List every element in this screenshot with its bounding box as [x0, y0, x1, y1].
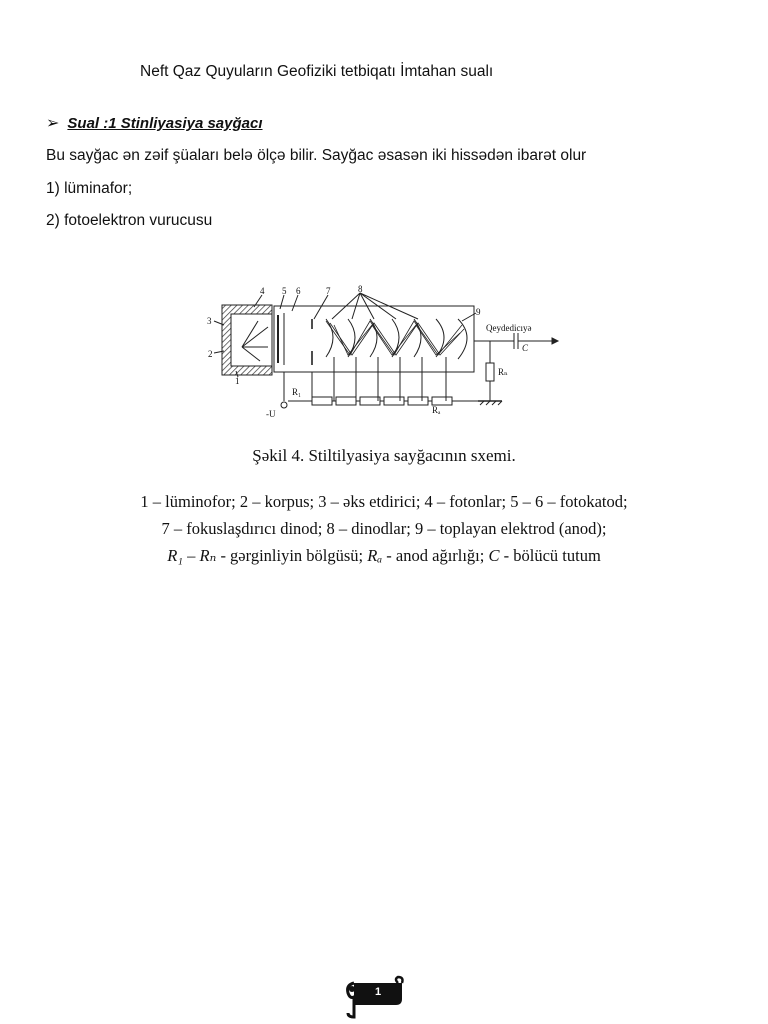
label-r1: R₁	[292, 387, 302, 397]
legend-symbol-c: C	[488, 546, 500, 565]
scintillation-counter-diagram	[200, 285, 570, 425]
legend-symbol-r1: R₁	[167, 546, 184, 565]
legend-symbol-rn: Rₙ	[199, 546, 217, 565]
label-capacitor: C	[522, 343, 529, 353]
question-heading-text: Sual :1 Stinliyasiya sayğacı	[67, 115, 263, 132]
document-title: Neft Qaz Quyuların Geofiziki tetbiqatı İmtahan sualı	[140, 63, 494, 80]
list-item-1: 1) lüminafor;	[46, 180, 133, 197]
legend-text-d: - bölücü tutum	[499, 546, 601, 565]
figure-legend-line-3	[0, 546, 768, 566]
legend-text-a: - gərginliyin bölgüsü;	[216, 546, 368, 565]
legend-symbol-ra: Rₐ	[367, 546, 383, 565]
label-8: 8	[358, 285, 363, 294]
page-number: 1	[374, 986, 382, 998]
label-minus-u: -U	[266, 409, 276, 419]
figure-legend-line-1: 1 – lüminofor; 2 – korpus; 3 – əks etdirici; 4 – fotonlar; 5 – 6 – fotokatod;	[140, 492, 628, 511]
intro-paragraph: Bu sayğac ən zəif şüaları belə ölçə bilir. Sayğac əsasən iki hissədən ibarət olur	[46, 147, 587, 164]
label-1: 1	[235, 376, 240, 386]
label-rn: Rₙ	[498, 367, 508, 377]
label-2: 2	[208, 349, 213, 359]
arrow-bullet-icon: ➢	[46, 114, 60, 132]
label-3: 3	[207, 316, 212, 326]
label-7: 7	[326, 286, 331, 296]
label-9: 9	[476, 307, 481, 317]
label-6: 6	[296, 286, 301, 296]
label-4: 4	[260, 286, 265, 296]
label-ra: Rₐ	[432, 405, 441, 415]
question-heading	[46, 115, 263, 132]
figure-legend-line-2: 7 – fokuslaşdırıcı dinod; 8 – dinodlar; 9 – toplayan elektrod (anod);	[161, 519, 607, 538]
label-5: 5	[282, 286, 287, 296]
figure-caption: Şəkil 4. Stiltilyasiya sayğacının sxemi.	[252, 446, 516, 465]
legend-dash: –	[183, 546, 200, 565]
label-recorder: Qeydedicıyə	[486, 323, 532, 333]
anode-resistor	[486, 363, 494, 381]
list-item-2: 2) fotoelektron vurucusu	[46, 212, 213, 229]
legend-text-b: - anod ağırlığı;	[382, 546, 489, 565]
